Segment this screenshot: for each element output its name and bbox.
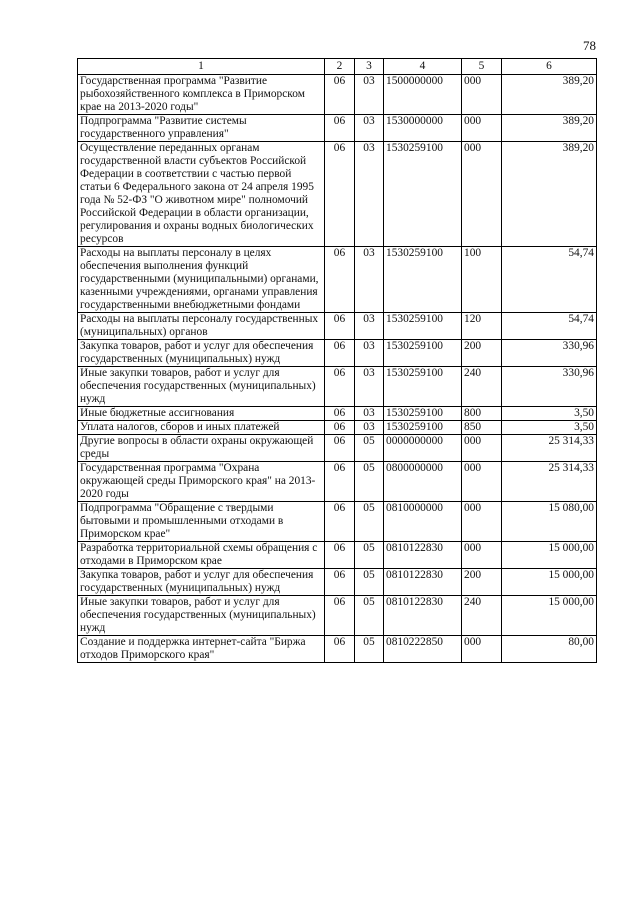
cell-expense-type: 200	[462, 569, 502, 596]
cell-sum: 15 080,00	[502, 502, 597, 542]
cell-sum: 3,50	[502, 407, 597, 421]
table-row	[78, 247, 597, 313]
header-subsection: 3	[355, 59, 384, 75]
cell-subsection: 05	[355, 596, 384, 636]
cell-subsection: 03	[355, 142, 384, 247]
cell-sum: 25 314,33	[502, 435, 597, 462]
cell-target-article: 1530259100	[384, 313, 462, 340]
cell-name: Расходы на выплаты персоналу в целях обеспечения выполнения функций государственными (муниципальными) органами, казенными учреждениями, органами управления государственными внебюджетными фондами	[78, 247, 325, 313]
cell-section: 06	[325, 421, 355, 435]
table-header-row	[78, 59, 597, 75]
header-name: 1	[78, 59, 325, 75]
table-row	[78, 569, 597, 596]
header-target-article: 4	[384, 59, 462, 75]
table-row	[78, 421, 597, 435]
cell-subsection: 05	[355, 462, 384, 502]
cell-subsection: 03	[355, 340, 384, 367]
table-row	[78, 142, 597, 247]
cell-name: Уплата налогов, сборов и иных платежей	[78, 421, 325, 435]
table-row	[78, 75, 597, 115]
cell-subsection: 05	[355, 636, 384, 663]
cell-expense-type: 000	[462, 142, 502, 247]
cell-sum: 389,20	[502, 142, 597, 247]
cell-name: Осуществление переданных органам государственной власти субъектов Российской Федерации в соответствии с частью первой статьи 6 Федерального закона от 24 апреля 1995 года № 52-ФЗ "О животном мире" полномочий Российской Федерации в области организации, регулирования и охраны водных биологических ресурсов	[78, 142, 325, 247]
cell-target-article: 1530259100	[384, 367, 462, 407]
table-row	[78, 596, 597, 636]
cell-name: Иные бюджетные ассигнования	[78, 407, 325, 421]
cell-sum: 330,96	[502, 367, 597, 407]
cell-sum: 389,20	[502, 115, 597, 142]
cell-section: 06	[325, 142, 355, 247]
cell-section: 06	[325, 636, 355, 663]
cell-name: Подпрограмма "Обращение с твердыми бытовыми и промышленными отходами в Приморском крае"	[78, 502, 325, 542]
cell-section: 06	[325, 247, 355, 313]
cell-sum: 15 000,00	[502, 542, 597, 569]
cell-target-article: 1500000000	[384, 75, 462, 115]
cell-name: Другие вопросы в области охраны окружающей среды	[78, 435, 325, 462]
cell-expense-type: 850	[462, 421, 502, 435]
cell-expense-type: 000	[462, 75, 502, 115]
cell-expense-type: 200	[462, 340, 502, 367]
budget-table	[77, 58, 597, 663]
cell-sum: 54,74	[502, 313, 597, 340]
cell-sum: 25 314,33	[502, 462, 597, 502]
cell-subsection: 03	[355, 313, 384, 340]
cell-target-article: 1530000000	[384, 115, 462, 142]
cell-section: 06	[325, 313, 355, 340]
cell-target-article: 1530259100	[384, 340, 462, 367]
cell-expense-type: 240	[462, 596, 502, 636]
cell-sum: 389,20	[502, 75, 597, 115]
cell-target-article: 1530259100	[384, 247, 462, 313]
cell-name: Создание и поддержка интернет-сайта "Биржа отходов Приморского края"	[78, 636, 325, 663]
cell-target-article: 1530259100	[384, 421, 462, 435]
cell-expense-type: 000	[462, 115, 502, 142]
table-row	[78, 407, 597, 421]
cell-sum: 54,74	[502, 247, 597, 313]
cell-name: Иные закупки товаров, работ и услуг для обеспечения государственных (муниципальных) нужд	[78, 596, 325, 636]
cell-expense-type: 100	[462, 247, 502, 313]
cell-sum: 330,96	[502, 340, 597, 367]
cell-subsection: 05	[355, 542, 384, 569]
cell-name: Закупка товаров, работ и услуг для обеспечения государственных (муниципальных) нужд	[78, 569, 325, 596]
cell-section: 06	[325, 462, 355, 502]
cell-target-article: 0800000000	[384, 462, 462, 502]
cell-subsection: 03	[355, 115, 384, 142]
cell-expense-type: 120	[462, 313, 502, 340]
cell-section: 06	[325, 435, 355, 462]
table-row	[78, 313, 597, 340]
cell-sum: 15 000,00	[502, 596, 597, 636]
cell-sum: 15 000,00	[502, 569, 597, 596]
cell-section: 06	[325, 75, 355, 115]
table-row	[78, 636, 597, 663]
cell-section: 06	[325, 407, 355, 421]
table-row	[78, 435, 597, 462]
cell-subsection: 03	[355, 75, 384, 115]
table-row	[78, 502, 597, 542]
cell-section: 06	[325, 542, 355, 569]
cell-target-article: 0810122830	[384, 542, 462, 569]
cell-name: Иные закупки товаров, работ и услуг для обеспечения государственных (муниципальных) нужд	[78, 367, 325, 407]
cell-target-article: 1530259100	[384, 142, 462, 247]
cell-expense-type: 000	[462, 502, 502, 542]
cell-subsection: 05	[355, 435, 384, 462]
cell-expense-type: 240	[462, 367, 502, 407]
cell-expense-type: 000	[462, 542, 502, 569]
cell-sum: 3,50	[502, 421, 597, 435]
cell-target-article: 0810122830	[384, 596, 462, 636]
header-expense-type: 5	[462, 59, 502, 75]
cell-section: 06	[325, 340, 355, 367]
cell-section: 06	[325, 115, 355, 142]
cell-section: 06	[325, 367, 355, 407]
table-row	[78, 462, 597, 502]
cell-expense-type: 800	[462, 407, 502, 421]
cell-target-article: 0810122830	[384, 569, 462, 596]
cell-section: 06	[325, 502, 355, 542]
cell-name: Государственная программа "Развитие рыбохозяйственного комплекса в Приморском крае на 2013-2020 годы"	[78, 75, 325, 115]
cell-target-article: 0810222850	[384, 636, 462, 663]
cell-subsection: 05	[355, 569, 384, 596]
table-row	[78, 542, 597, 569]
cell-expense-type: 000	[462, 435, 502, 462]
cell-subsection: 03	[355, 421, 384, 435]
page-number: 78	[583, 38, 596, 53]
cell-expense-type: 000	[462, 462, 502, 502]
cell-sum: 80,00	[502, 636, 597, 663]
cell-name: Расходы на выплаты персоналу государственных (муниципальных) органов	[78, 313, 325, 340]
header-section: 2	[325, 59, 355, 75]
cell-section: 06	[325, 569, 355, 596]
cell-name: Разработка территориальной схемы обращения с отходами в Приморском крае	[78, 542, 325, 569]
cell-target-article: 1530259100	[384, 407, 462, 421]
table-row	[78, 115, 597, 142]
cell-subsection: 03	[355, 407, 384, 421]
cell-expense-type: 000	[462, 636, 502, 663]
cell-target-article: 0810000000	[384, 502, 462, 542]
cell-name: Закупка товаров, работ и услуг для обеспечения государственных (муниципальных) нужд	[78, 340, 325, 367]
table-row	[78, 367, 597, 407]
table-row	[78, 340, 597, 367]
cell-name: Государственная программа "Охрана окружающей среды Приморского края" на 2013-2020 годы	[78, 462, 325, 502]
header-sum: 6	[502, 59, 597, 75]
cell-target-article: 0000000000	[384, 435, 462, 462]
cell-subsection: 05	[355, 502, 384, 542]
cell-subsection: 03	[355, 247, 384, 313]
cell-subsection: 03	[355, 367, 384, 407]
cell-section: 06	[325, 596, 355, 636]
cell-name: Подпрограмма "Развитие системы государственного управления"	[78, 115, 325, 142]
